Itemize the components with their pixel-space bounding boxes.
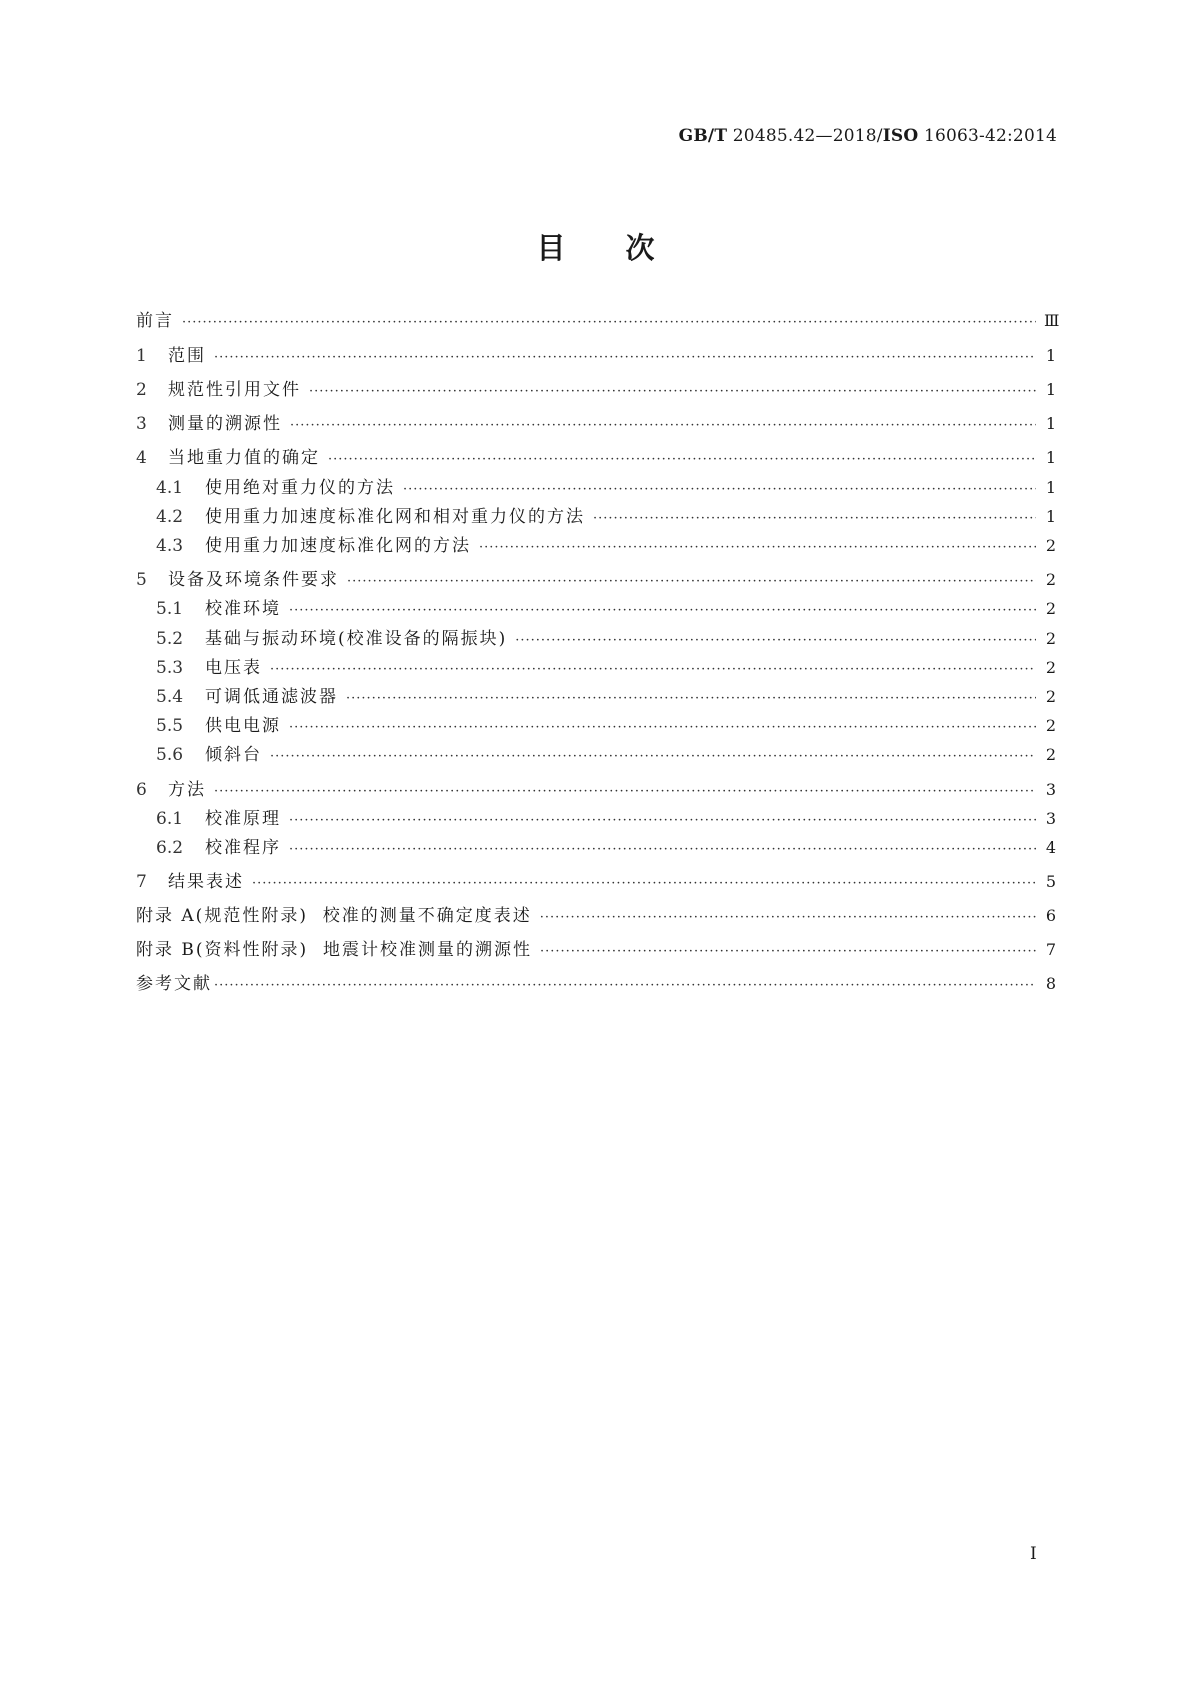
toc-page: 3 <box>1045 780 1056 799</box>
toc-page: 1 <box>1045 346 1056 365</box>
toc-page: 1 <box>1045 448 1056 467</box>
toc-number: 7 <box>136 872 147 892</box>
toc-number: 5.5 <box>156 716 184 736</box>
toc-label: 电压表 <box>205 658 262 678</box>
toc-page: Ⅲ <box>1044 311 1060 330</box>
toc-entry-7[interactable] <box>136 867 1056 893</box>
toc-entry-5-1[interactable] <box>156 594 1056 620</box>
toc-label: 结果表述 <box>168 872 244 892</box>
toc-number: 6 <box>136 780 147 800</box>
toc-title <box>0 226 1191 267</box>
iso-prefix: ISO <box>882 126 919 146</box>
toc-label: 测量的溯源性 <box>168 414 282 434</box>
toc-entry-6-1[interactable] <box>156 804 1056 830</box>
toc-entry-2[interactable] <box>136 375 1056 401</box>
toc-label: 使用绝对重力仪的方法 <box>205 478 395 498</box>
toc-page: 1 <box>1045 478 1056 497</box>
toc-page: 2 <box>1045 570 1056 589</box>
toc-entry-4-3[interactable] <box>156 531 1056 557</box>
toc-label: 校准环境 <box>205 599 281 619</box>
toc-entry-1[interactable] <box>136 341 1056 367</box>
toc-label: 规范性引用文件 <box>168 380 301 400</box>
toc-page: 3 <box>1045 809 1056 828</box>
toc-entry-4[interactable] <box>136 443 1056 469</box>
toc-entry-3[interactable] <box>136 409 1056 435</box>
toc-label: 参考文献 <box>136 974 212 994</box>
toc-page: 2 <box>1045 658 1056 677</box>
toc-page: 8 <box>1045 974 1056 993</box>
toc-number: 5.2 <box>156 629 184 649</box>
toc-page: 2 <box>1045 629 1056 648</box>
toc-entry-appendix-a[interactable] <box>136 901 1056 927</box>
toc-entry-appendix-b[interactable] <box>136 935 1056 961</box>
toc-label: 附录 B(资料性附录) 地震计校准测量的溯源性 <box>136 940 532 960</box>
toc-number: 3 <box>136 414 147 434</box>
toc-page: 4 <box>1045 838 1056 857</box>
toc-number: 5.1 <box>156 599 184 619</box>
toc-label: 使用重力加速度标准化网和相对重力仪的方法 <box>205 507 585 527</box>
toc-page: 6 <box>1045 906 1056 925</box>
toc-entry-5[interactable] <box>136 565 1056 591</box>
toc-number: 4.2 <box>156 507 184 527</box>
toc-page: 2 <box>1045 599 1056 618</box>
toc-label: 基础与振动环境(校准设备的隔振块) <box>205 629 508 649</box>
toc-entry-5-4[interactable] <box>156 682 1056 708</box>
toc-label: 倾斜台 <box>205 745 262 765</box>
toc-entry-5-6[interactable] <box>156 740 1056 766</box>
toc-label: 校准原理 <box>205 809 281 829</box>
toc-page: 2 <box>1045 687 1056 706</box>
toc-label: 可调低通滤波器 <box>205 687 338 707</box>
toc-number: 4.1 <box>156 478 184 498</box>
toc-number: 6.1 <box>156 809 184 829</box>
toc-label: 方法 <box>168 780 206 800</box>
toc-label: 校准程序 <box>205 838 281 858</box>
toc-label: 范围 <box>168 346 206 366</box>
toc-number: 5.3 <box>156 658 184 678</box>
toc-page: 1 <box>1045 380 1056 399</box>
toc-entry-references[interactable] <box>136 969 1056 995</box>
toc-entry-5-3[interactable] <box>156 653 1056 679</box>
toc-title-char-2: 次 <box>625 231 655 265</box>
toc-entry-5-2[interactable] <box>156 624 1056 650</box>
toc-label: 前言 <box>136 311 174 331</box>
toc-number: 1 <box>136 346 147 366</box>
toc-number: 5.6 <box>156 745 184 765</box>
toc-number: 4.3 <box>156 536 184 556</box>
toc-page: 1 <box>1045 414 1056 433</box>
toc-label: 当地重力值的确定 <box>168 448 320 468</box>
toc-number: 5 <box>136 570 147 590</box>
std-number: 20485.42—2018/ <box>732 126 883 146</box>
toc-page: 2 <box>1045 716 1056 735</box>
toc-entry-6-2[interactable] <box>156 833 1056 859</box>
standard-code <box>679 126 1057 146</box>
toc-number: 6.2 <box>156 838 184 858</box>
toc-entry-preface[interactable] <box>136 306 1060 332</box>
toc-page: 2 <box>1045 536 1056 555</box>
toc-label: 供电电源 <box>205 716 281 736</box>
toc-page: 7 <box>1045 940 1056 959</box>
toc-label: 设备及环境条件要求 <box>168 570 339 590</box>
toc-number: 5.4 <box>156 687 184 707</box>
toc-number: 2 <box>136 380 147 400</box>
std-prefix: GB/T <box>678 126 728 146</box>
toc-label: 使用重力加速度标准化网的方法 <box>205 536 471 556</box>
toc-title-char-1: 目 <box>536 231 566 265</box>
toc-page: 1 <box>1045 507 1056 526</box>
toc-label: 附录 A(规范性附录) 校准的测量不确定度表述 <box>136 906 532 926</box>
toc-entry-5-5[interactable] <box>156 711 1056 737</box>
toc-entry-4-2[interactable] <box>156 502 1056 528</box>
page-number: I <box>1030 1544 1037 1564</box>
toc-entry-4-1[interactable] <box>156 473 1056 499</box>
toc-entry-6[interactable] <box>136 775 1056 801</box>
toc-page: 2 <box>1045 745 1056 764</box>
iso-number: 16063-42:2014 <box>923 126 1057 146</box>
toc-page: 5 <box>1045 872 1056 891</box>
toc-number: 4 <box>136 448 147 468</box>
